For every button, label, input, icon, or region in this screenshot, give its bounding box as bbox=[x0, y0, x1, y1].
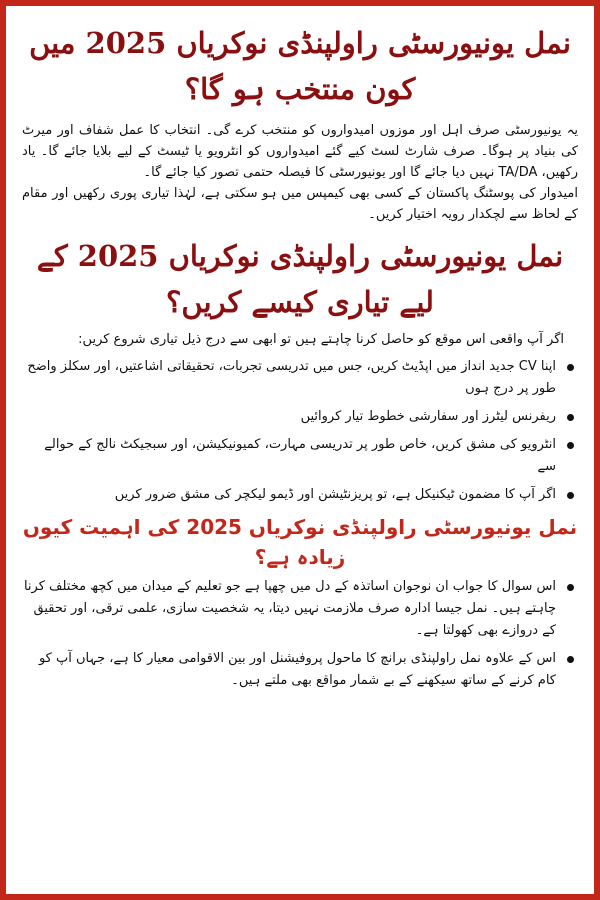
list-item bbox=[22, 434, 578, 478]
list-item-text: اس سوال کا جواب ان نوجوان اساتذہ کے دل میں چھپا ہے جو تعلیم کے میدان میں کچھ مختلف کرنا چاہتے ہیں۔ نمل جیسا ادارہ صرف ملازمت نہیں دیتا، یہ شخصیت سازی، علمی ترقی، اور تحقیق کے دروازے بھی کھولتا ہے۔ bbox=[23, 579, 556, 638]
list-item-text: انٹرویو کی مشق کریں، خاص طور پر تدریسی مہارت، کمیونیکیشن، اور سبجیکٹ نالج کے حوالے سے bbox=[44, 437, 556, 474]
section-1-paragraph: امیدوار کی پوسٹنگ پاکستان کے کسی بھی کیمپس میں ہو سکتی ہے، لہٰذا تیاری پوری رکھیں اور مقام کے لحاظ سے لچکدار رویہ اختیار کریں۔ bbox=[22, 186, 578, 222]
list-item bbox=[22, 648, 578, 692]
bullet-icon bbox=[567, 414, 574, 421]
section-2-list bbox=[22, 356, 578, 506]
bullet-icon bbox=[567, 656, 574, 663]
list-item bbox=[22, 406, 578, 428]
section-3-list bbox=[22, 576, 578, 692]
section-2-lead: اگر آپ واقعی اس موقع کو حاصل کرنا چاہتے ہیں تو ابھی سے درج ذیل تیاری شروع کریں: bbox=[78, 332, 564, 347]
section-3-heading: نمل یونیورسٹی راولپنڈی نوکریاں 2025 کی اہمیت کیوں زیادہ ہے؟ bbox=[22, 515, 578, 569]
bullet-icon bbox=[567, 364, 574, 371]
bullet-icon bbox=[567, 442, 574, 449]
section-2-heading: نمل یونیورسٹی راولپنڈی نوکریاں 2025 کے لیے تیاری کیسے کریں؟ bbox=[36, 239, 564, 319]
bullet-icon bbox=[567, 584, 574, 591]
list-item bbox=[22, 356, 578, 400]
section-1-heading: نمل یونیورسٹی راولپنڈی نوکریاں 2025 میں کون منتخب ہو گا؟ bbox=[29, 26, 571, 106]
list-item bbox=[22, 484, 578, 506]
list-item-text: اگر آپ کا مضمون ٹیکنیکل ہے، تو پریزنٹیشن اور ڈیمو لیکچر کی مشق ضرور کریں bbox=[114, 487, 556, 502]
list-item-text: ریفرنس لیٹرز اور سفارشی خطوط تیار کروائیں bbox=[300, 409, 556, 424]
section-1-paragraph: یہ یونیورسٹی صرف اہل اور موزوں امیدواروں کو منتخب کرے گی۔ انتخاب کا عمل شفاف اور میرٹ کی بنیاد پر ہوگا۔ صرف شارٹ لسٹ کیے گئے امیدواروں کو انٹرویو یا ٹیسٹ کے لیے بلایا جائے گا۔ یاد رکھیں، TA/DA نہیں دیا جائے گا اور یونیورسٹی کا فیصلہ حتمی تصور کیا جائے گا۔ bbox=[22, 123, 578, 180]
list-item bbox=[22, 576, 578, 642]
bullet-icon bbox=[567, 492, 574, 499]
list-item-text: اس کے علاوہ نمل راولپنڈی برانچ کا ماحول پروفیشنل اور بین الاقوامی معیار کا ہے، جہاں آپ کو کام کرنے کے ساتھ سیکھنے کے بے شمار مواقع بھی ملتے ہیں۔ bbox=[38, 651, 556, 688]
list-item-text: اپنا CV جدید انداز میں اپڈیٹ کریں، جس میں تدریسی تجربات، تحقیقاتی اشاعتیں، اور سکلز واضح طور پر درج ہوں bbox=[27, 359, 556, 396]
